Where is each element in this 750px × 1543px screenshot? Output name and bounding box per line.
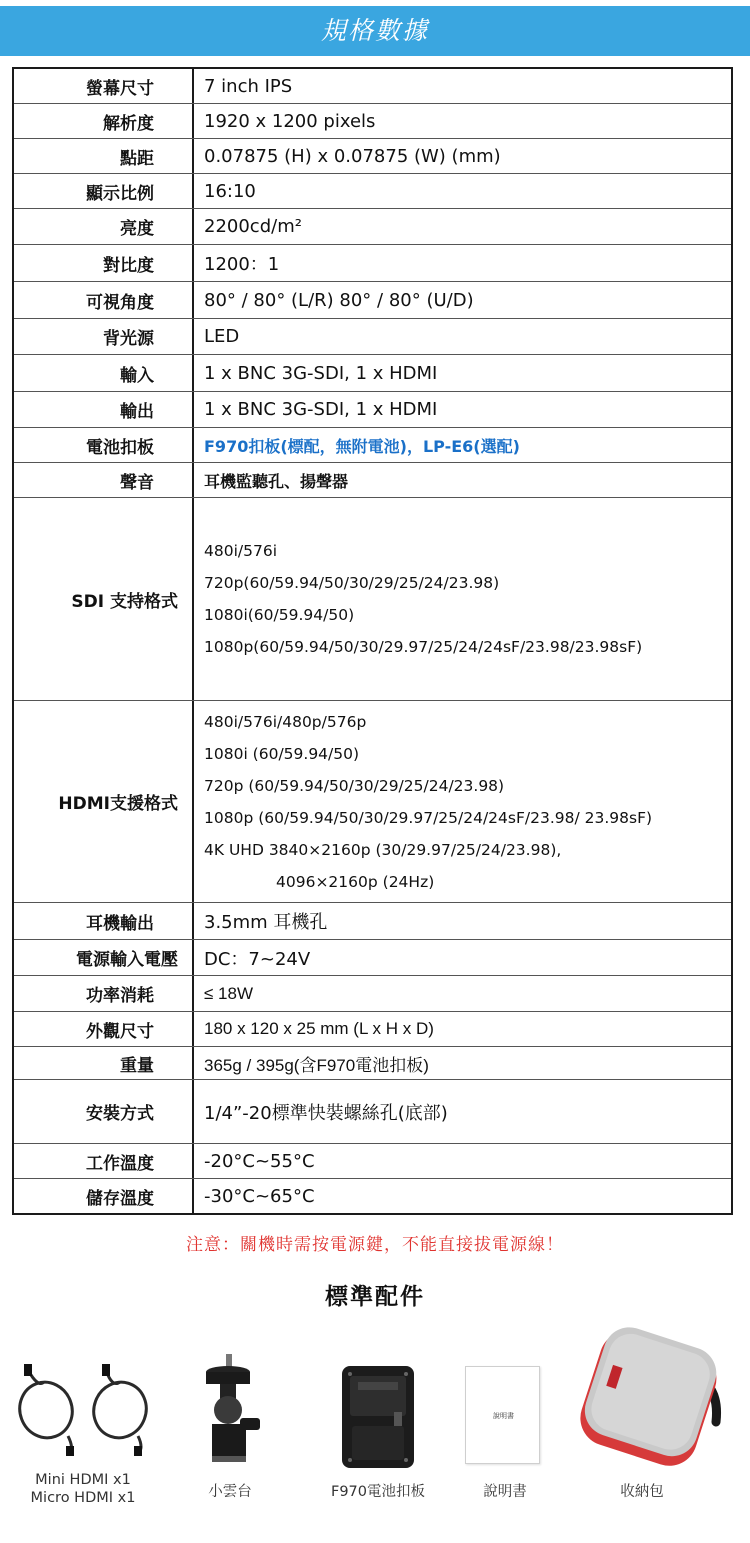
spec-label: HDMI支援格式 [14, 701, 194, 902]
spec-row [14, 104, 731, 139]
spec-value: 1/4”-20標準快裝螺絲孔(底部) [204, 1102, 448, 1124]
spec-label: 電源輸入電壓 [14, 940, 194, 975]
spec-value: -20°C~55°C [204, 1150, 315, 1172]
spec-value: 1200：1 [204, 254, 280, 275]
spec-value: 2200cd/m² [204, 216, 302, 237]
spec-banner [0, 6, 750, 56]
spec-label: 顯示比例 [14, 174, 194, 208]
spec-value: 1920 x 1200 pixels [204, 110, 376, 132]
format-line: 1080i(60/59.94/50) [204, 606, 355, 624]
spec-row [14, 139, 731, 174]
spec-value: DC：7~24V [204, 948, 311, 970]
accessory-caption-battery-plate: F970電池扣板 [330, 1484, 426, 1500]
spec-value: 1 x BNC 3G-SDI, 1 x HDMI [204, 362, 438, 384]
manual-image [465, 1366, 540, 1464]
spec-label: 儲存溫度 [14, 1179, 194, 1213]
spec-row [14, 428, 731, 463]
manual-cover-text: 說明書 [493, 1412, 514, 1420]
spec-row [14, 1144, 731, 1179]
spec-label: 安裝方式 [14, 1080, 194, 1143]
format-line: 1080p(60/59.94/50/30/29.97/25/24/24sF/23.98/23.98sF) [204, 638, 643, 656]
spec-label: 輸入 [14, 355, 194, 391]
spec-label: 輸出 [14, 392, 194, 427]
spec-row [14, 69, 731, 104]
format-line: 480i/576i/480p/576p [204, 712, 367, 731]
spec-row [14, 282, 731, 319]
spec-row [14, 1080, 731, 1144]
spec-value: 16:10 [204, 180, 256, 202]
spec-value: 3.5mm 耳機孔 [204, 912, 328, 933]
spec-row [14, 355, 731, 392]
spec-value: 180 x 120 x 25 mm (L x H x D) [204, 1019, 434, 1038]
spec-value: -30°C~65°C [204, 1185, 315, 1207]
format-line: 720p (60/59.94/50/30/29/25/24/23.98) [204, 776, 505, 795]
format-line: 4K UHD 3840×2160p (30/29.97/25/24/23.98), [204, 840, 562, 859]
spec-table [12, 67, 733, 1215]
spec-label: 電池扣板 [14, 428, 194, 462]
spec-row [14, 174, 731, 209]
format-line: 4096×2160p (24Hz) [276, 872, 435, 891]
spec-label: SDI 支持格式 [14, 498, 194, 700]
spec-value: 1 x BNC 3G-SDI, 1 x HDMI [204, 399, 438, 420]
accessory-caption-line: Mini HDMI x1 [35, 1472, 131, 1488]
accessories-title: 標準配件 [325, 1284, 425, 1310]
spec-label: 亮度 [14, 209, 194, 244]
accessory-caption-hdmi [8, 1471, 158, 1507]
carrying-case-image [570, 1326, 730, 1474]
ball-head-image [190, 1352, 270, 1472]
spec-label: 解析度 [14, 104, 194, 138]
spec-label: 背光源 [14, 319, 194, 354]
spec-label: 聲音 [14, 463, 194, 497]
spec-banner-title: 規格數據 [320, 16, 429, 45]
format-line: 720p(60/59.94/50/30/29/25/24/23.98) [204, 574, 500, 592]
spec-value: ≤ 18W [204, 983, 254, 1003]
spec-row [14, 1047, 731, 1080]
spec-value [194, 701, 731, 902]
accessory-caption-case: 收納包 [620, 1484, 664, 1500]
spec-row [14, 245, 731, 282]
spec-label: 螢幕尺寸 [14, 69, 194, 103]
spec-row [14, 976, 731, 1012]
spec-row [14, 319, 731, 355]
spec-value: 耳機監聽孔、揚聲器 [204, 471, 349, 491]
spec-value: 365g / 395g(含F970電池扣板) [204, 1055, 429, 1075]
spec-row [14, 463, 731, 498]
spec-value: LED [204, 326, 240, 347]
hdmi-cables-image [8, 1358, 158, 1458]
spec-label: 工作溫度 [14, 1144, 194, 1178]
spec-row [14, 940, 731, 976]
spec-label: 點距 [14, 139, 194, 173]
spec-value [194, 498, 731, 700]
spec-label: 對比度 [14, 245, 194, 281]
accessory-caption-ball-head: 小雲台 [208, 1484, 252, 1500]
spec-label: 耳機輸出 [14, 903, 194, 939]
format-line: 480i/576i [204, 542, 278, 560]
spec-value: 7 inch IPS [204, 75, 293, 97]
power-off-notice: 注意：關機時需按電源鍵，不能直接拔電源線！ [186, 1235, 564, 1255]
spec-row [14, 701, 731, 903]
format-line: 1080p (60/59.94/50/30/29.97/25/24/24sF/23.98/ 23.98sF) [204, 808, 653, 827]
spec-value: 0.07875 (H) x 0.07875 (W) (mm) [204, 145, 501, 167]
accessory-caption-manual: 說明書 [483, 1484, 527, 1500]
spec-row [14, 903, 731, 940]
spec-value: 80° / 80° (L/R) 80° / 80° (U/D) [204, 289, 474, 311]
spec-label: 重量 [14, 1047, 194, 1079]
spec-row [14, 1012, 731, 1047]
accessory-caption-line: Micro HDMI x1 [30, 1490, 136, 1506]
spec-row [14, 498, 731, 701]
spec-row [14, 209, 731, 245]
spec-row [14, 1179, 731, 1213]
spec-label: 功率消耗 [14, 976, 194, 1011]
spec-row [14, 392, 731, 428]
spec-label: 外觀尺寸 [14, 1012, 194, 1046]
spec-value: F970扣板(標配，無附電池)，LP-E6(選配) [204, 436, 520, 456]
format-line: 1080i (60/59.94/50) [204, 744, 360, 763]
battery-plate-image [338, 1362, 418, 1472]
spec-label: 可視角度 [14, 282, 194, 318]
